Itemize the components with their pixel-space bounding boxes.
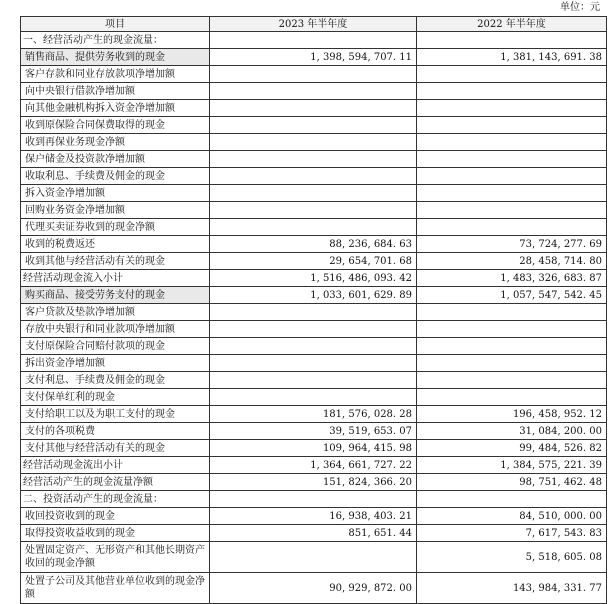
header-item: 项目 (21, 17, 210, 32)
row-value-2023: 1, 516, 486, 093. 42 (210, 270, 417, 287)
row-item-label: 向中央银行借款净增加额 (21, 83, 210, 100)
row-value-2023 (210, 151, 417, 168)
row-item-label: 支付保单红利的现金 (21, 389, 210, 406)
row-value-2023: 1, 364, 661, 727. 22 (210, 457, 417, 474)
table-row (21, 525, 607, 542)
row-value-2022 (417, 32, 607, 49)
row-value-2022: 7, 617, 543. 83 (417, 525, 607, 542)
table-row (21, 372, 607, 389)
table-row (21, 83, 607, 100)
table-row (21, 219, 607, 236)
row-value-2023 (210, 338, 417, 355)
table-row (21, 355, 607, 372)
row-value-2022 (417, 185, 607, 202)
cash-flow-table (20, 16, 607, 604)
table-row (21, 236, 607, 253)
row-item-label: 支付利息、手续费及佣金的现金 (21, 372, 210, 389)
row-value-2022: 1, 057, 547, 542. 45 (417, 287, 607, 304)
row-item-label: 保户储金及投资款净增加额 (21, 151, 210, 168)
header-2022: 2022 年半年度 (417, 17, 607, 32)
row-value-2023 (210, 32, 417, 49)
row-value-2022 (417, 321, 607, 338)
table-row (21, 304, 607, 321)
row-value-2022 (417, 219, 607, 236)
row-value-2022 (417, 134, 607, 151)
row-value-2022: 1, 384, 575, 221. 39 (417, 457, 607, 474)
row-item-label: 回购业务资金净增加额 (21, 202, 210, 219)
row-value-2023 (210, 185, 417, 202)
row-item-label: 收到再保业务现金净额 (21, 134, 210, 151)
row-item-label: 拆出资金净增加额 (21, 355, 210, 372)
table-row (21, 185, 607, 202)
row-value-2022 (417, 491, 607, 508)
row-item-label: 代理买卖证券收到的现金净额 (21, 219, 210, 236)
row-item-label: 销售商品、提供劳务收到的现金 (21, 49, 210, 66)
row-value-2023 (210, 219, 417, 236)
row-value-2023: 109, 964, 415. 98 (210, 440, 417, 457)
row-value-2023 (210, 321, 417, 338)
row-value-2022 (417, 66, 607, 83)
table-row (21, 151, 607, 168)
table-row (21, 440, 607, 457)
row-value-2022: 31, 084, 200. 00 (417, 423, 607, 440)
row-value-2022: 98, 751, 462. 48 (417, 474, 607, 491)
row-value-2023: 90, 929, 872. 00 (210, 573, 417, 604)
table-row (21, 474, 607, 491)
table-row (21, 134, 607, 151)
row-value-2023: 1, 033, 601, 629. 89 (210, 287, 417, 304)
row-value-2023 (210, 168, 417, 185)
row-item-label: 向其他金融机构拆入资金净增加额 (21, 100, 210, 117)
row-value-2022: 5, 518, 605. 08 (417, 542, 607, 573)
table-row (21, 406, 607, 423)
row-item-label: 收取利息、手续费及佣金的现金 (21, 168, 210, 185)
table-row (21, 457, 607, 474)
row-value-2022 (417, 151, 607, 168)
table-row (21, 253, 607, 270)
table-row (21, 32, 607, 49)
row-value-2023 (210, 66, 417, 83)
row-value-2022: 1, 381, 143, 691. 38 (417, 49, 607, 66)
row-value-2023 (210, 117, 417, 134)
row-value-2023 (210, 389, 417, 406)
table-row (21, 66, 607, 83)
row-value-2023 (210, 372, 417, 389)
row-item-label: 处置子公司及其他营业单位收到的现金净额 (21, 573, 210, 604)
row-value-2022 (417, 100, 607, 117)
row-value-2023 (210, 83, 417, 100)
row-item-label: 支付的各项税费 (21, 423, 210, 440)
row-item-label: 支付其他与经营活动有关的现金 (21, 440, 210, 457)
row-value-2023: 851, 651. 44 (210, 525, 417, 542)
row-item-label: 收到其他与经营活动有关的现金 (21, 253, 210, 270)
row-value-2023: 151, 824, 366. 20 (210, 474, 417, 491)
row-value-2023: 1, 398, 594, 707. 11 (210, 49, 417, 66)
row-item-label: 购买商品、接受劳务支付的现金 (21, 287, 210, 304)
table-row (21, 100, 607, 117)
row-item-label: 经营活动现金流出小计 (21, 457, 210, 474)
table-row (21, 508, 607, 525)
row-value-2023 (210, 134, 417, 151)
row-item-label: 拆入资金净增加额 (21, 185, 210, 202)
row-value-2022 (417, 389, 607, 406)
unit-label: 单位：元 (560, 2, 600, 13)
table-row (21, 389, 607, 406)
row-value-2022 (417, 117, 607, 134)
row-value-2022 (417, 338, 607, 355)
table-row (21, 270, 607, 287)
row-value-2022 (417, 355, 607, 372)
row-item-label: 取得投资收益收到的现金 (21, 525, 210, 542)
row-value-2022: 143, 984, 331. 77 (417, 573, 607, 604)
row-value-2022: 99, 484, 526. 82 (417, 440, 607, 457)
row-value-2022 (417, 202, 607, 219)
row-value-2023 (210, 542, 417, 573)
table-row (21, 338, 607, 355)
row-value-2023 (210, 491, 417, 508)
row-value-2023: 39, 519, 653. 07 (210, 423, 417, 440)
row-item-label: 经营活动现金流入小计 (21, 270, 210, 287)
row-value-2023: 181, 576, 028. 28 (210, 406, 417, 423)
row-item-label: 一、经营活动产生的现金流量： (21, 32, 210, 49)
row-value-2023: 16, 938, 403. 21 (210, 508, 417, 525)
row-value-2022: 28, 458, 714. 80 (417, 253, 607, 270)
row-value-2022 (417, 304, 607, 321)
row-value-2022: 73, 724, 277. 69 (417, 236, 607, 253)
row-value-2023 (210, 355, 417, 372)
table-row (21, 202, 607, 219)
row-value-2022: 196, 458, 952. 12 (417, 406, 607, 423)
row-value-2022 (417, 83, 607, 100)
table-row (21, 117, 607, 134)
table-row (21, 49, 607, 66)
table-row (21, 491, 607, 508)
row-item-label: 收回投资收到的现金 (21, 508, 210, 525)
row-item-label: 处置固定资产、无形资产和其他长期资产收回的现金净额 (21, 542, 210, 573)
table-row (21, 321, 607, 338)
table-row (21, 287, 607, 304)
row-item-label: 存放中央银行和同业款项净增加额 (21, 321, 210, 338)
row-value-2023 (210, 304, 417, 321)
table-header-row (21, 17, 607, 32)
row-item-label: 客户贷款及垫款净增加额 (21, 304, 210, 321)
row-item-label: 二、投资活动产生的现金流量： (21, 491, 210, 508)
row-value-2022 (417, 168, 607, 185)
row-value-2022: 84, 510, 000. 00 (417, 508, 607, 525)
row-item-label: 经营活动产生的现金流量净额 (21, 474, 210, 491)
row-value-2022 (417, 372, 607, 389)
table-row (21, 423, 607, 440)
row-item-label: 收到原保险合同保费取得的现金 (21, 117, 210, 134)
row-item-label: 客户存款和同业存放款项净增加额 (21, 66, 210, 83)
table-row (21, 168, 607, 185)
row-value-2023: 88, 236, 684. 63 (210, 236, 417, 253)
row-value-2023 (210, 202, 417, 219)
row-item-label: 支付原保险合同赔付款项的现金 (21, 338, 210, 355)
table-row (21, 542, 607, 573)
row-item-label: 收到的税费返还 (21, 236, 210, 253)
row-value-2023 (210, 100, 417, 117)
row-value-2023: 29, 654, 701. 68 (210, 253, 417, 270)
table-row (21, 573, 607, 604)
row-item-label: 支付给职工以及为职工支付的现金 (21, 406, 210, 423)
header-2023: 2023 年半年度 (210, 17, 417, 32)
row-value-2022: 1, 483, 326, 683. 87 (417, 270, 607, 287)
